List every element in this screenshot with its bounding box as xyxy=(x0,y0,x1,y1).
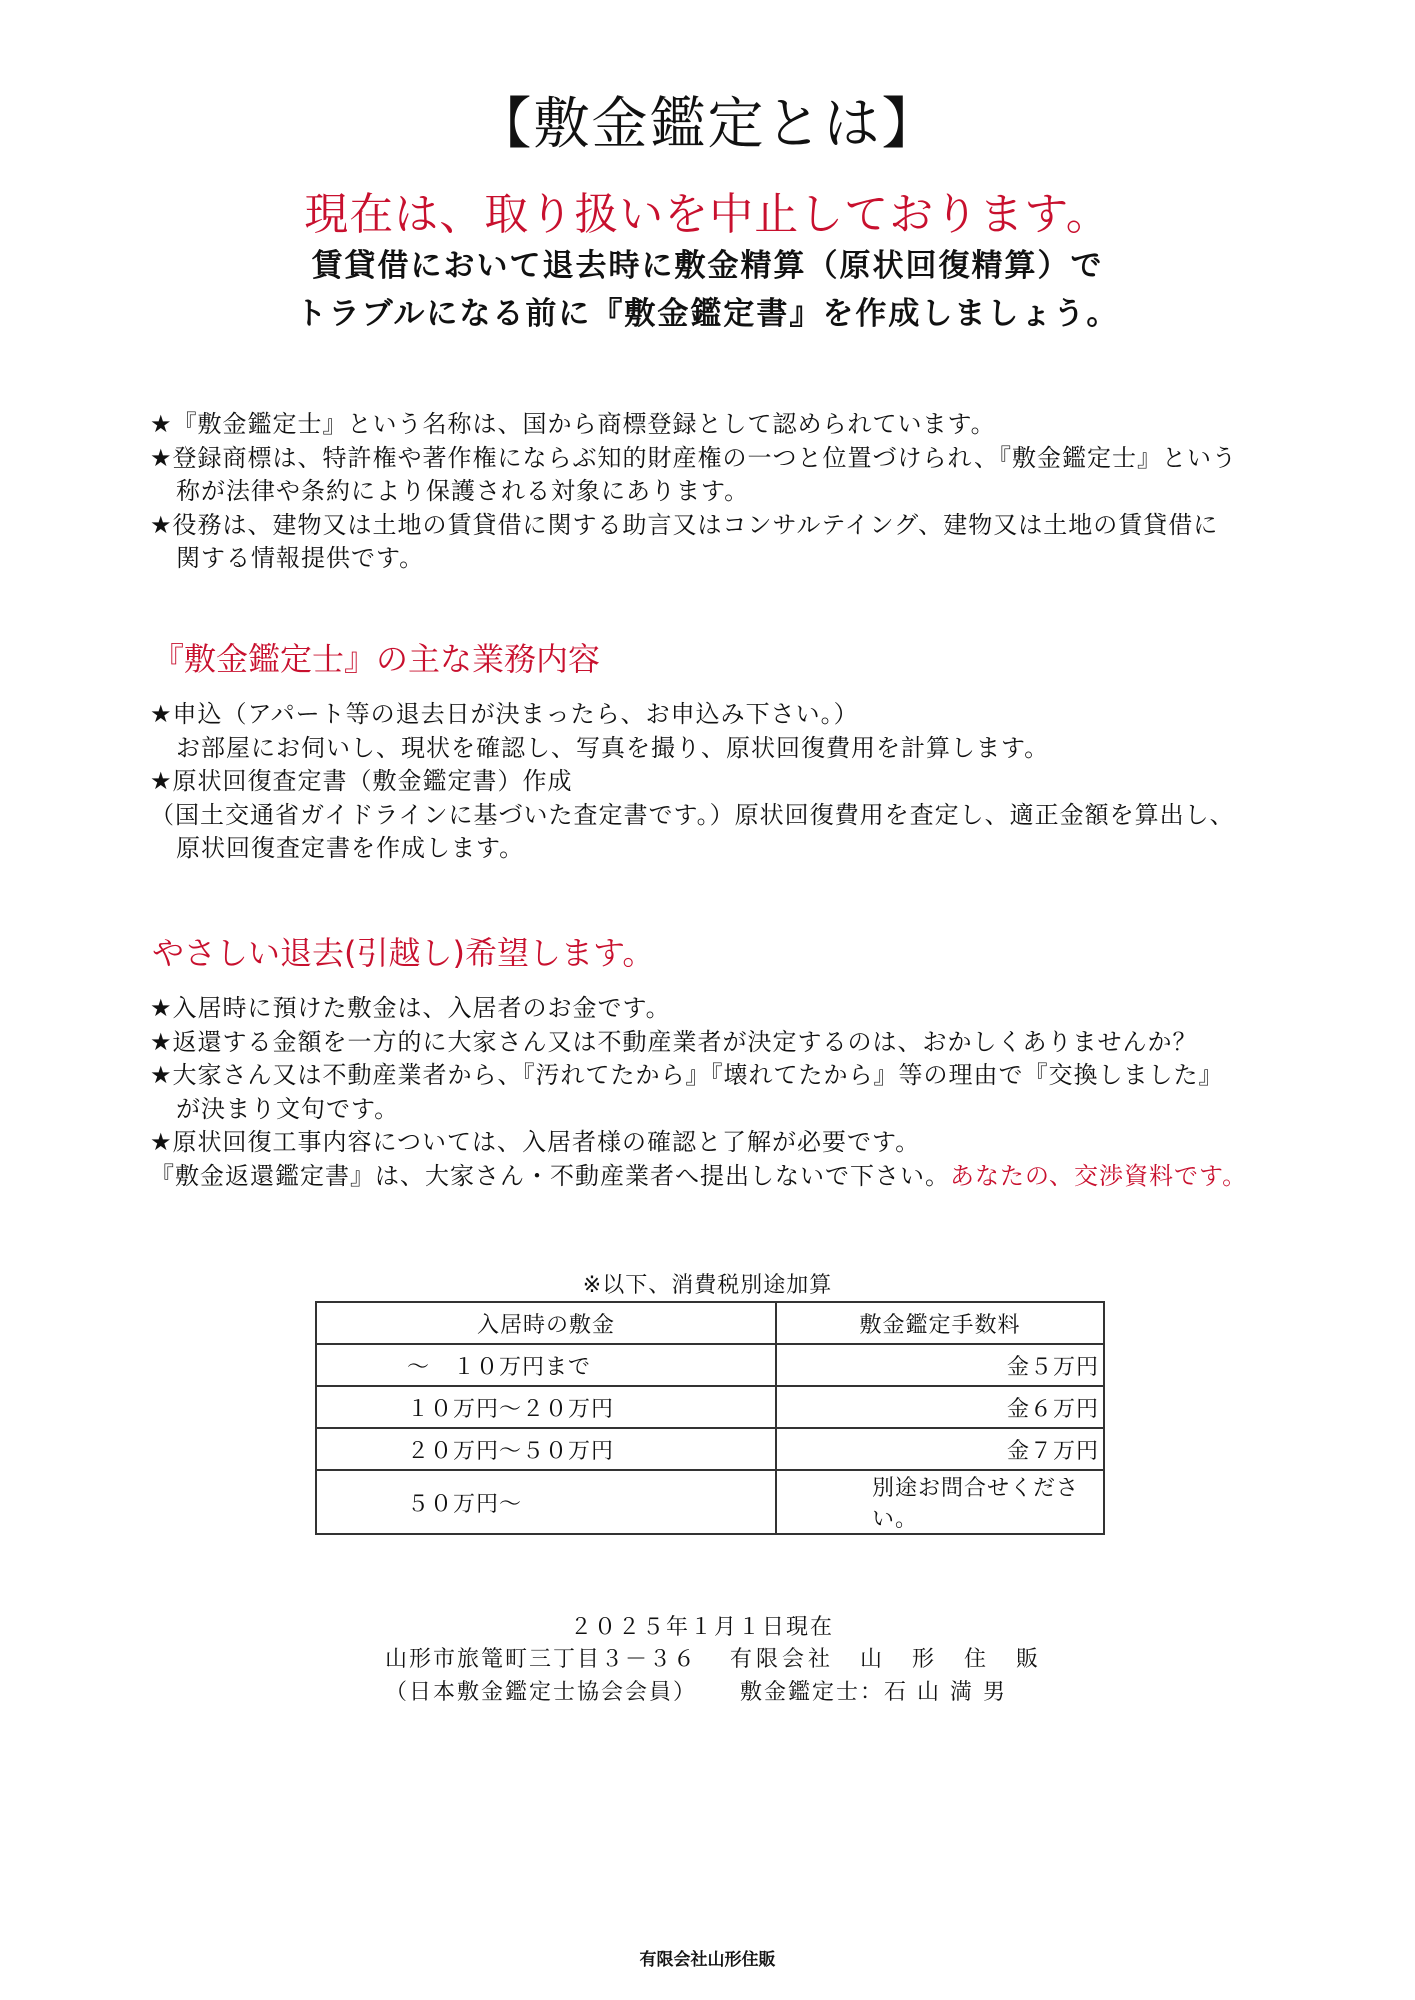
deposit-range: ２０万円～５０万円 xyxy=(316,1428,776,1470)
fee-table xyxy=(315,1301,1105,1535)
gentle-section xyxy=(150,992,1310,1193)
gentle-heading: やさしい退去(引越し)希望します。 xyxy=(152,934,655,972)
gentle-line: ★返還する金額を一方的に大家さん又は不動産業者が決定するのは、おかしくありませんか？ xyxy=(150,1027,1198,1056)
appraiser-name: 敷金鑑定士：石 山 満 男 xyxy=(740,1680,1007,1705)
fee-amount: 金７万円 xyxy=(776,1428,1104,1470)
deposit-range: ～ １０万円まで xyxy=(316,1344,776,1386)
table-row xyxy=(316,1428,1104,1470)
gentle-line-text: 『敷金返還鑑定書』は、大家さん・不動産業者へ提出しないで下さい。 xyxy=(150,1161,950,1190)
tax-note: ※以下、消費税別途加算 xyxy=(582,1273,833,1298)
association-membership: （日本敷金鑑定士協会会員） xyxy=(385,1680,698,1705)
as-of-date: ２０２５年１月１日現在 xyxy=(570,1615,835,1640)
gentle-line: ★原状回復工事内容については、入居者様の確認と了解が必要です。 xyxy=(150,1128,921,1156)
intro-line: ★登録商標は、特許権や著作権にならぶ知的財産権の一つと位置づけられ、『敷金鑑定士』という xyxy=(150,443,1237,472)
table-row xyxy=(316,1470,1104,1534)
services-line: ★申込（アパート等の退去日が決まったら、お申込み下さい。） xyxy=(150,700,859,728)
deposit-range: ５０万円～ xyxy=(316,1470,776,1534)
fee-table-header xyxy=(316,1302,1104,1344)
page-title: 【敷金鑑定とは】 xyxy=(475,92,940,157)
lead-line-1: 賃貸借において退去時に敷金精算（原状回復精算）で xyxy=(311,248,1104,284)
table-row xyxy=(316,1386,1104,1428)
company-name: 有限会社 山 形 住 販 xyxy=(730,1647,1043,1672)
fee-amount: 別途お問合せください。 xyxy=(776,1470,1104,1534)
suspension-notice: 現在は、取り扱いを中止しております。 xyxy=(304,189,1111,240)
gentle-line: が決まり文句です。 xyxy=(176,1094,400,1123)
table-row xyxy=(316,1344,1104,1386)
intro-line: 関する情報提供です。 xyxy=(176,544,425,572)
services-heading: 『敷金鑑定士』の主な業務内容 xyxy=(152,640,601,678)
gentle-line-with-highlight xyxy=(150,1160,1310,1194)
intro-line: 称が法律や条約により保護される対象にあります。 xyxy=(176,477,750,505)
services-line: お部屋にお伺いし、現状を確認し、写真を撮り、原状回復費用を計算します。 xyxy=(176,733,1050,762)
intro-line: ★役務は、建物又は土地の賃貸借に関する助言又はコンサルテイング、建物又は土地の賃貸借に xyxy=(150,510,1219,539)
header-deposit: 入居時の敷金 xyxy=(316,1302,776,1344)
services-line: ★原状回復査定書（敷金鑑定書）作成 xyxy=(150,767,573,795)
company-address: 山形市旅篭町三丁目３－３６ xyxy=(385,1647,698,1672)
negotiation-highlight: あなたの、交渉資料です。 xyxy=(950,1161,1248,1190)
header-fee: 敷金鑑定手数料 xyxy=(776,1302,1104,1344)
services-line: 原状回復査定書を作成します。 xyxy=(176,834,525,862)
services-line: （国土交通省ガイドラインに基づいた査定書です。）原状回復費用を査定し、適正金額を算出し、 xyxy=(150,800,1235,829)
gentle-line: ★入居時に預けた敷金は、入居者のお金です。 xyxy=(150,994,671,1022)
bottom-company-mark: 有限会社山形住販 xyxy=(639,1950,776,1970)
gentle-line: ★大家さん又は不動産業者から、『汚れてたから』『壊れてたから』等の理由で『交換しました』 xyxy=(150,1061,1224,1089)
fee-amount: 金５万円 xyxy=(776,1344,1104,1386)
fee-amount: 金６万円 xyxy=(776,1386,1104,1428)
lead-line-2: トラブルになる前に『敷金鑑定書』を作成しましょう。 xyxy=(295,296,1120,332)
intro-section xyxy=(150,408,1310,576)
intro-line: ★『敷金鑑定士』という名称は、国から商標登録として認められています。 xyxy=(150,410,996,438)
deposit-range: １０万円～２０万円 xyxy=(316,1386,776,1428)
services-section xyxy=(150,698,1310,866)
